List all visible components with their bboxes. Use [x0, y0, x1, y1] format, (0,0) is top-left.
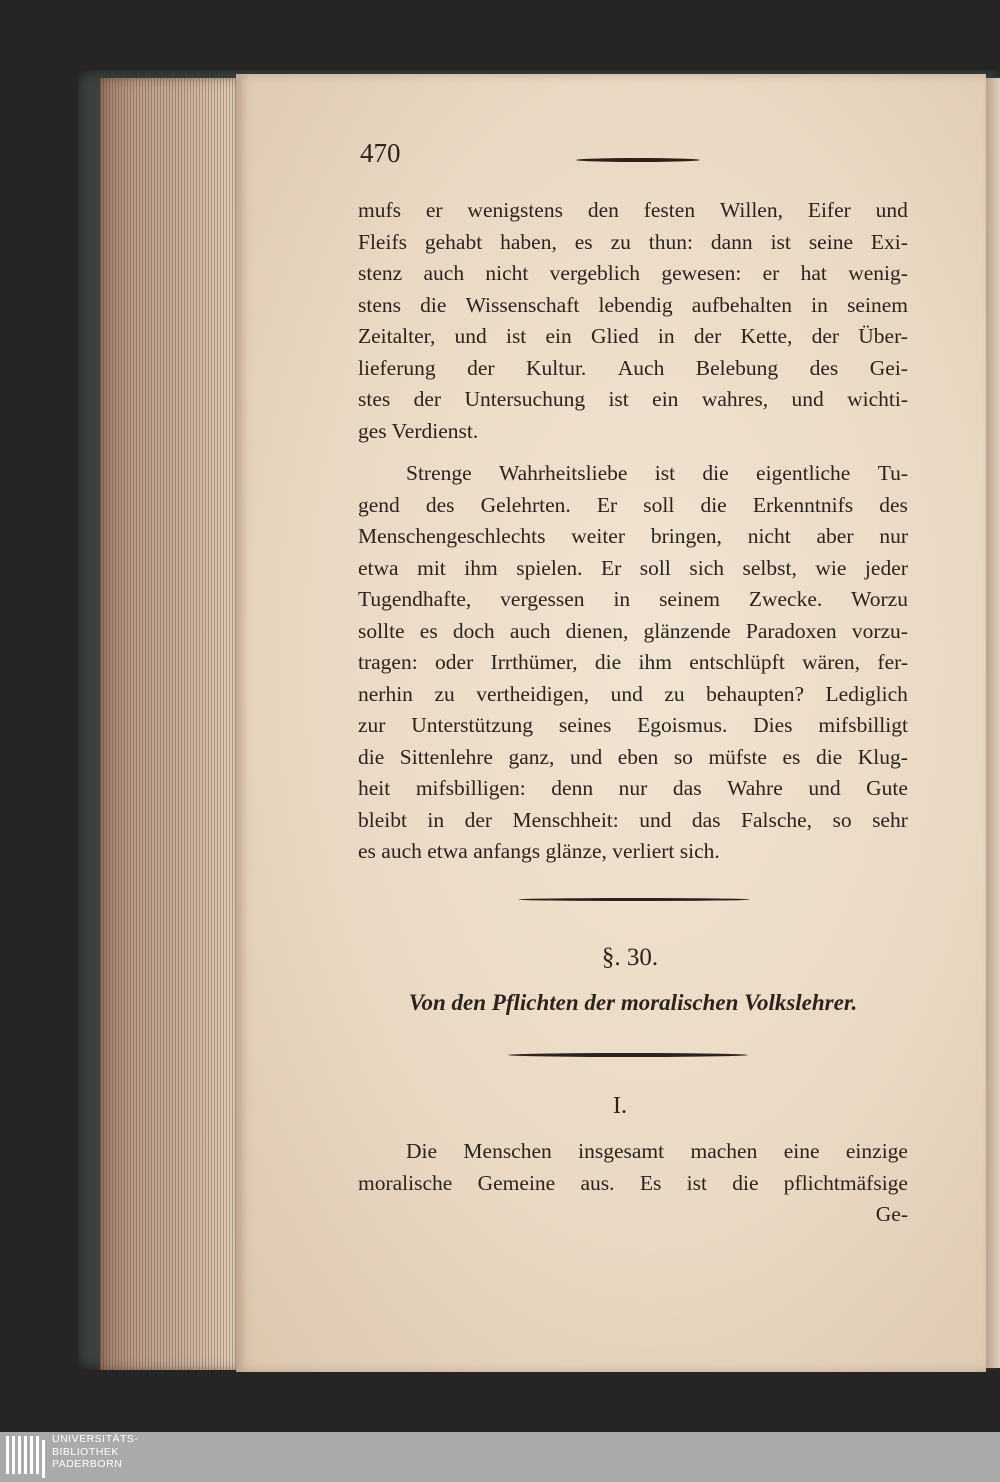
logo-line: PADERBORN	[52, 1458, 123, 1470]
library-logo-icon	[2, 1434, 50, 1480]
text-line: stenz auch nicht vergeblich gewesen: er hat wenig-	[358, 261, 908, 285]
logo-line: BIBLIOTHEK	[52, 1445, 119, 1458]
page-number: 470	[360, 138, 401, 168]
logo-line: UNIVERSITÄTS-	[52, 1433, 139, 1445]
text-line: moralische Gemeine aus. Es ist die pflichtmäfsige	[358, 1170, 908, 1195]
text-line: nerhin zu vertheidigen, und zu behaupten? Lediglich	[358, 681, 908, 706]
text-line: stes der Untersuchung ist ein wahres, und wichti-	[358, 387, 908, 411]
section-title: Von den Pflichten der moralischen Volkslehrer.	[408, 990, 858, 1015]
text-line: sollte es doch auch dienen, glänzende Paradoxen vorzu-	[358, 618, 908, 643]
text-line: zur Unterstützung seines Egoismus. Dies mifsbilligt	[358, 713, 908, 737]
text-line: lieferung der Kultur. Auch Belebung des Gei-	[358, 355, 908, 380]
section-rule-bottom	[508, 1053, 748, 1057]
text-line: Fleifs gehabt haben, es zu thun: dann ist seine Exi-	[358, 229, 908, 254]
library-logo-text	[52, 1433, 138, 1471]
page-edges	[100, 78, 240, 1370]
paragraph-2	[358, 461, 908, 871]
catchword: Ge-	[875, 1202, 908, 1226]
text-line: tragen: oder Irrthümer, die ihm entschlüpft wären, fer-	[358, 650, 908, 674]
text-line: etwa mit ihm spielen. Er soll sich selbst, wie jeder	[358, 555, 908, 580]
section-rule-top	[518, 898, 750, 901]
text-line: stens die Wissenschaft lebendig aufbehalten in seinem	[358, 292, 908, 317]
text-line: ges Verdienst.	[358, 418, 479, 443]
text-line: Die Menschen insgesamt machen eine einzige	[406, 1139, 908, 1163]
text-line: heit mifsbilligen: denn nur das Wahre und Gute	[358, 776, 908, 800]
footer-bar	[0, 1432, 1000, 1482]
text-line: Zeitalter, und ist ein Glied in der Kette, der Über-	[358, 324, 908, 348]
section-number: §. 30.	[601, 944, 659, 971]
subsection-number: I.	[613, 1093, 627, 1119]
paragraph-1	[358, 198, 908, 450]
paragraph-3	[358, 1139, 908, 1234]
text-line: bleibt in der Menschheit: und das Falsche, so sehr	[358, 807, 908, 832]
text-line: Menschengeschlechts weiter bringen, nicht aber nur	[358, 524, 908, 548]
text-line: die Sittenlehre ganz, und eben so müfste es die Klug-	[358, 744, 908, 769]
header-rule	[576, 158, 700, 162]
text-line: Strenge Wahrheitsliebe ist die eigentliche Tu-	[406, 461, 908, 485]
text-line: mufs er wenigstens den festen Willen, Eifer und	[358, 198, 908, 222]
facing-page-edge	[986, 78, 1000, 1368]
text-line: es auch etwa anfangs glänze, verliert sich.	[358, 839, 720, 863]
text-line: gend des Gelehrten. Er soll die Erkenntnifs des	[358, 492, 908, 517]
text-line: Tugendhafte, vergessen in seinem Zwecke. Worzu	[358, 587, 908, 611]
